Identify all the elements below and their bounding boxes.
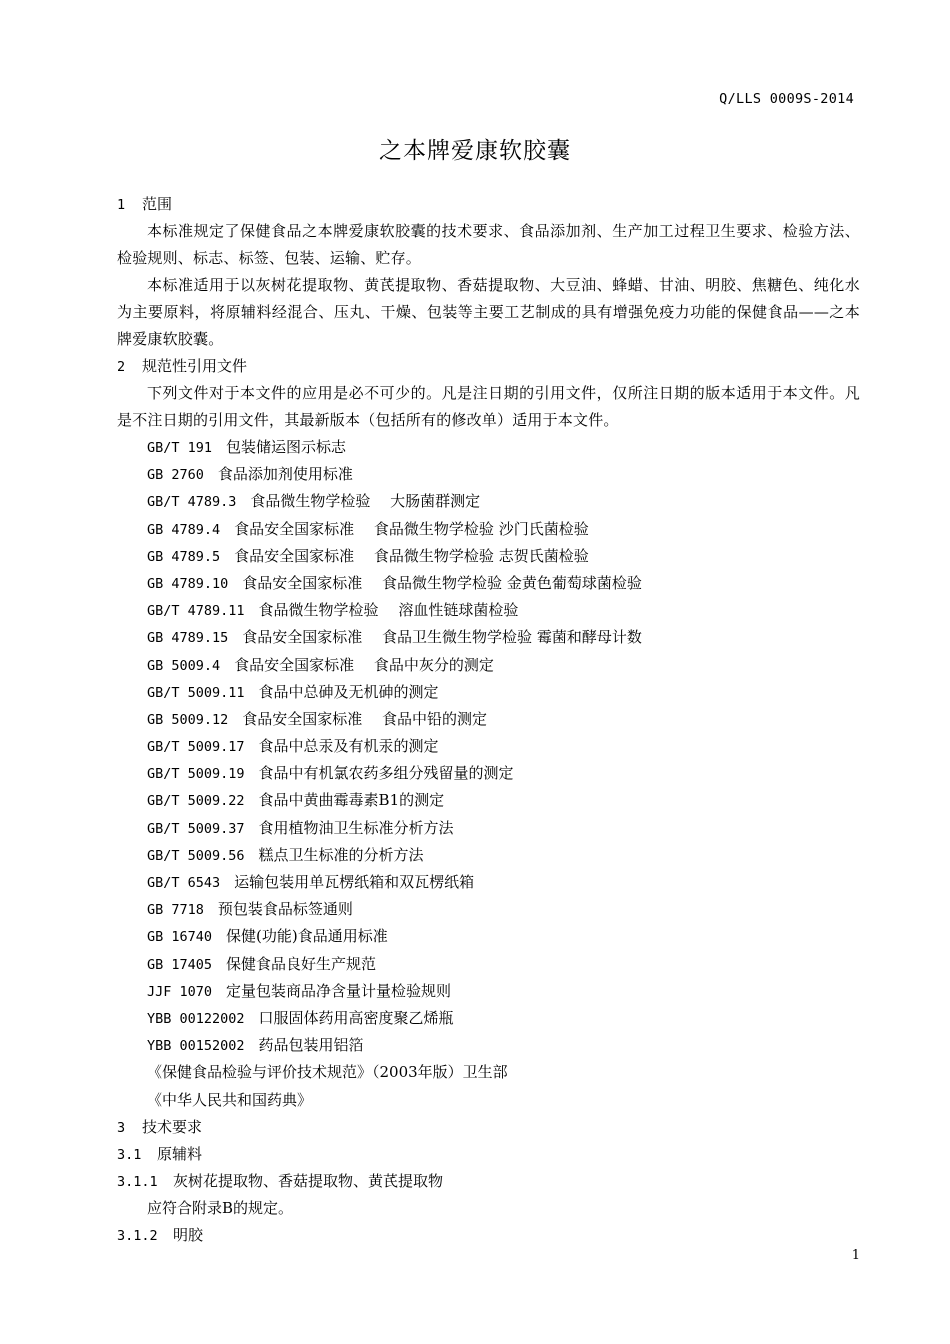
reference-name: 口服固体药用高密度聚乙烯瓶 [258, 1008, 454, 1027]
document-body [117, 191, 860, 1249]
reference-item [117, 733, 860, 760]
references-intro: 下列文件对于本文件的应用是必不可少的。凡是注日期的引用文件，仅所注日期的版本适用于本文件。凡是不注日期的引用文件，其最新版本（包括所有的修改单）适用于本文件。 [117, 384, 860, 429]
reference-name: 《中华人民共和国药典》 [147, 1090, 313, 1109]
reference-code: GB 5009.4 [147, 657, 221, 674]
reference-item [117, 951, 860, 978]
reference-code: GB/T 4789.11 [147, 603, 245, 620]
section-number: 3.1 [117, 1146, 142, 1163]
section-number: 1 [117, 197, 126, 213]
reference-item [117, 760, 860, 787]
section-title: 原辅料 [157, 1144, 203, 1163]
reference-name: 药品包装用铝箔 [258, 1036, 364, 1055]
section-number: 2 [117, 359, 126, 375]
reference-item [117, 978, 860, 1005]
reference-name: 包装储运图示标志 [226, 438, 347, 456]
reference-code: GB/T 5009.22 [147, 793, 245, 810]
reference-name: 食品中有机氯农药多组分残留量的测定 [258, 764, 514, 783]
reference-code: GB 17405 [147, 956, 213, 973]
reference-extra [117, 1087, 860, 1114]
reference-code: GB 2760 [147, 467, 204, 484]
section-number: 3 [117, 1119, 126, 1136]
document-title: 之本牌爱康软胶囊 [379, 138, 571, 164]
section-title: 灰树花提取物、香菇提取物、黄芪提取物 [173, 1171, 444, 1190]
reference-item [117, 516, 860, 543]
reference-code: GB/T 5009.19 [147, 766, 245, 783]
reference-item [117, 652, 860, 679]
reference-name: 食品添加剂使用标准 [217, 465, 353, 484]
reference-code: GB 4789.5 [147, 548, 221, 565]
reference-name: 糕点卫生标准的分析方法 [258, 845, 424, 864]
reference-code: YBB 00122002 [147, 1010, 245, 1027]
reference-code: GB 4789.15 [147, 630, 229, 647]
reference-code: GB/T 5009.56 [147, 847, 245, 864]
reference-name: 《保健食品检验与评价技术规范》（2003年版）卫生部 [147, 1063, 508, 1082]
reference-item [117, 543, 860, 570]
scope-paragraph-2: 本标准适用于以灰树花提取物、黄芪提取物、香菇提取物、大豆油、蜂蜡、甘油、明胶、焦糖色、纯化水为主要原料，将原辅料经混合、压丸、干燥、包装等主要工艺制成的具有增强免疫力功能的保健食品——之本牌爱康软胶囊。 [117, 276, 860, 348]
reference-name: 保健(功能)食品通用标准 [226, 927, 388, 946]
section-title: 明胶 [173, 1225, 204, 1244]
reference-item [117, 597, 860, 624]
reference-name: 运输包装用单瓦楞纸箱和双瓦楞纸箱 [234, 873, 475, 891]
reference-item [117, 624, 860, 651]
section-title: 技术要求 [142, 1117, 203, 1136]
reference-name: 食用植物油卫生标准分析方法 [258, 818, 454, 837]
reference-code: GB/T 191 [147, 440, 213, 456]
section-3-1-1-text: 应符合附录B的规定。 [147, 1198, 294, 1217]
reference-name: 食品安全国家标准 食品微生物学检验 金黄色葡萄球菌检验 [242, 573, 642, 592]
reference-name: 食品安全国家标准 食品微生物学检验 沙门氏菌检验 [234, 519, 589, 538]
reference-name: 食品中总砷及无机砷的测定 [258, 682, 439, 701]
section-2-heading [117, 353, 860, 380]
reference-item [117, 869, 860, 896]
reference-code: GB/T 6543 [147, 875, 221, 891]
reference-item [117, 896, 860, 923]
reference-item [117, 815, 860, 842]
section-3-1-1-heading [117, 1168, 860, 1195]
reference-item [117, 706, 860, 733]
reference-code: JJF 1070 [147, 983, 213, 1000]
reference-name: 预包装食品标签通则 [217, 900, 353, 919]
scope-paragraph-1: 本标准规定了保健食品之本牌爱康软胶囊的技术要求、食品添加剂、生产加工过程卫生要求、检验方法、检验规则、标志、标签、包装、运输、贮存。 [117, 222, 860, 267]
reference-item [117, 570, 860, 597]
reference-name: 食品微生物学检验 大肠菌群测定 [250, 492, 481, 511]
reference-code: GB 4789.10 [147, 575, 229, 592]
reference-code: GB 5009.12 [147, 711, 229, 728]
reference-item [117, 1005, 860, 1032]
reference-item [117, 787, 860, 814]
section-3-1-heading [117, 1141, 860, 1168]
reference-name: 食品中总汞及有机汞的测定 [258, 737, 439, 756]
reference-code: GB 16740 [147, 929, 213, 946]
section-number: 3.1.2 [117, 1227, 158, 1244]
reference-code: GB 7718 [147, 902, 204, 919]
document-code: Q/LLS 0009S-2014 [719, 91, 854, 107]
reference-extra [117, 1059, 860, 1086]
reference-code: GB/T 4789.3 [147, 494, 237, 511]
reference-name: 食品安全国家标准 食品中灰分的测定 [234, 655, 494, 674]
reference-name: 食品中黄曲霉毒素B1的测定 [258, 791, 445, 810]
section-number: 3.1.1 [117, 1173, 158, 1190]
reference-list [117, 434, 860, 1114]
reference-item [117, 488, 860, 515]
reference-name: 保健食品良好生产规范 [226, 954, 377, 973]
reference-item [117, 434, 860, 461]
reference-code: GB/T 5009.11 [147, 684, 245, 701]
section-3-1-2-heading [117, 1222, 860, 1249]
reference-code: GB/T 5009.37 [147, 820, 245, 837]
reference-item [117, 461, 860, 488]
section-1-heading [117, 191, 860, 218]
section-title: 范围 [142, 195, 173, 213]
reference-name: 食品安全国家标准 食品中铅的测定 [242, 709, 488, 728]
page-number: 1 [851, 1248, 860, 1263]
reference-item [117, 923, 860, 950]
reference-item [117, 679, 860, 706]
section-3-heading [117, 1114, 860, 1141]
reference-code: YBB 00152002 [147, 1038, 245, 1055]
reference-name: 食品安全国家标准 食品微生物学检验 志贺氏菌检验 [234, 546, 589, 565]
reference-item [117, 842, 860, 869]
reference-name: 定量包装商品净含量计量检验规则 [226, 981, 452, 1000]
reference-code: GB 4789.4 [147, 521, 221, 538]
reference-item [117, 1032, 860, 1059]
reference-name: 食品微生物学检验 溶血性链球菌检验 [258, 601, 519, 620]
section-title: 规范性引用文件 [142, 357, 248, 375]
reference-code: GB/T 5009.17 [147, 739, 245, 756]
reference-name: 食品安全国家标准 食品卫生微生物学检验 霉菌和酵母计数 [242, 628, 642, 647]
